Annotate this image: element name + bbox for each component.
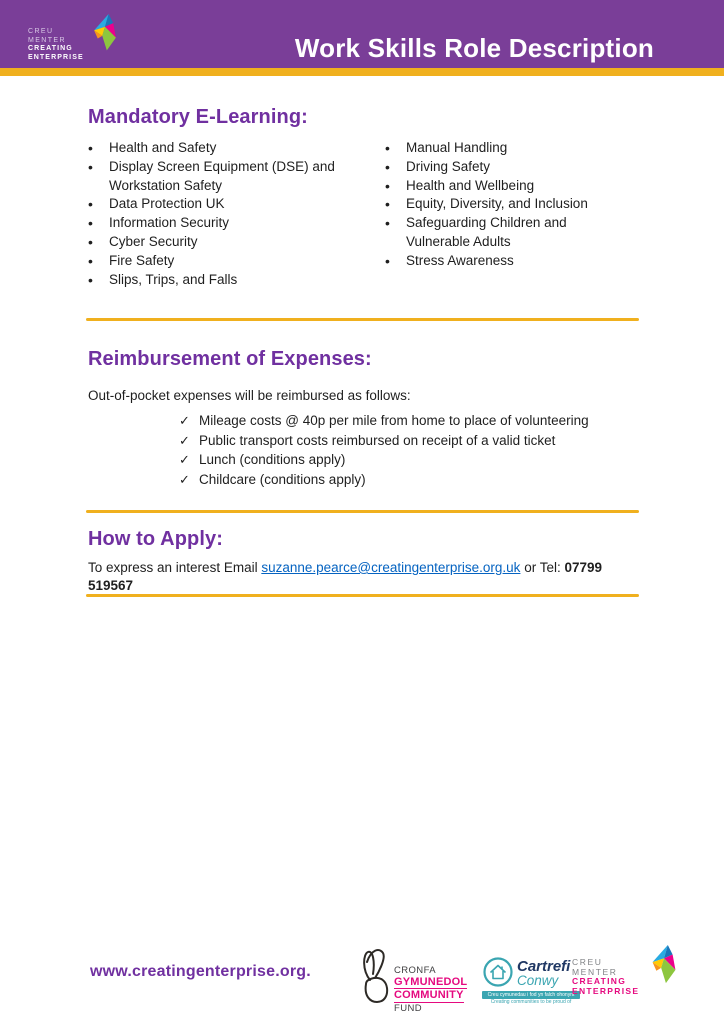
header-banner [0, 0, 724, 68]
section-reimbursement [88, 348, 639, 489]
cartrefi-name: Cartrefi [517, 958, 571, 975]
header-accent-bar [0, 68, 724, 76]
elearning-heading: Mandatory E-Learning: [88, 106, 308, 128]
divider-rule [86, 510, 639, 513]
email-link[interactable]: suzanne.pearce@creatingenterprise.org.uk [261, 560, 521, 575]
lottery-line-cronfa: CRONFA [394, 965, 436, 976]
list-item: • Equity, Diversity, and Inclusion [385, 195, 611, 214]
page-title: Work Skills Role Description [294, 33, 654, 63]
lottery-line-community: COMMUNITY [394, 989, 464, 1001]
reimbursement-heading: Reimbursement of Expenses: [88, 348, 372, 370]
elearning-list-left [88, 139, 385, 289]
cartrefi-house-icon [482, 956, 514, 988]
apply-text-after: or Tel: [520, 560, 565, 575]
section-mandatory-elearning [88, 106, 639, 289]
lottery-crossed-fingers-icon [360, 944, 390, 1006]
cartrefi-welsh-tagline: Creu cymunedau i fod yn falch ohonynt [482, 991, 580, 999]
creating-enterprise-footer-logo [570, 945, 682, 1015]
footer-logo-text-enterprise: ENTERPRISE [572, 986, 640, 997]
footer-logo-text-menter: MENTER [572, 966, 618, 977]
list-item: • Health and Wellbeing [385, 177, 611, 196]
logo-text-menter: MENTER [28, 36, 66, 44]
lottery-community-fund-logo [360, 944, 467, 1014]
list-item: • Health and Safety [88, 139, 340, 158]
phone-number: 07799 519567 [88, 560, 603, 593]
lottery-line-gymunedol: GYMUNEDOL [394, 975, 468, 988]
list-item: • Information Security [88, 214, 340, 233]
footer-logo-text-creating: CREATING [572, 976, 627, 987]
divider-rule [86, 318, 639, 321]
creating-enterprise-arrow-icon [90, 14, 120, 54]
list-item: • Driving Safety [385, 158, 611, 177]
website-url: www.creatingenterprise.org. [90, 963, 311, 980]
apply-heading: How to Apply: [88, 528, 223, 550]
creating-enterprise-arrow-icon [648, 945, 680, 987]
list-item: ✓ Public transport costs reimbursed on receipt of a valid ticket [179, 431, 639, 451]
logo-text-enterprise: ENTERPRISE [28, 54, 84, 62]
list-item: • Manual Handling [385, 139, 611, 158]
list-item: ✓ Mileage costs @ 40p per mile from home to place of volunteering [179, 411, 639, 431]
cartrefi-english-tagline: Creating communities to be proud of [490, 999, 572, 1005]
list-item: • Data Protection UK [88, 195, 340, 214]
conwy-name: Conwy [517, 973, 559, 988]
list-item: • Cyber Security [88, 233, 340, 252]
divider-rule [86, 594, 639, 597]
list-item: • Display Screen Equipment (DSE) and Workstation Safety [88, 158, 340, 196]
apply-text-before: To express an interest Email [88, 560, 262, 575]
reimbursement-list [88, 411, 639, 489]
logo-text-creu: CREU [28, 28, 54, 35]
lottery-line-fund: FUND [394, 1002, 422, 1014]
apply-contact-line [88, 559, 639, 595]
creating-enterprise-header-logo [28, 22, 120, 63]
list-item: • Fire Safety [88, 252, 340, 271]
cartrefi-conwy-logo [482, 956, 582, 1006]
list-item: • Stress Awareness [385, 252, 611, 271]
section-how-to-apply [88, 528, 639, 595]
elearning-list-right [385, 139, 605, 289]
footer-logo-text-creu: CREU [572, 957, 603, 967]
list-item: • Safeguarding Children and Vulnerable Adults [385, 214, 611, 252]
reimbursement-intro: Out-of-pocket expenses will be reimbursed as follows: [88, 388, 411, 403]
list-item: ✓ Lunch (conditions apply) [179, 450, 639, 470]
list-item: • Slips, Trips, and Falls [88, 271, 340, 290]
list-item: ✓ Childcare (conditions apply) [179, 470, 639, 490]
logo-text-creating: CREATING [28, 45, 73, 53]
